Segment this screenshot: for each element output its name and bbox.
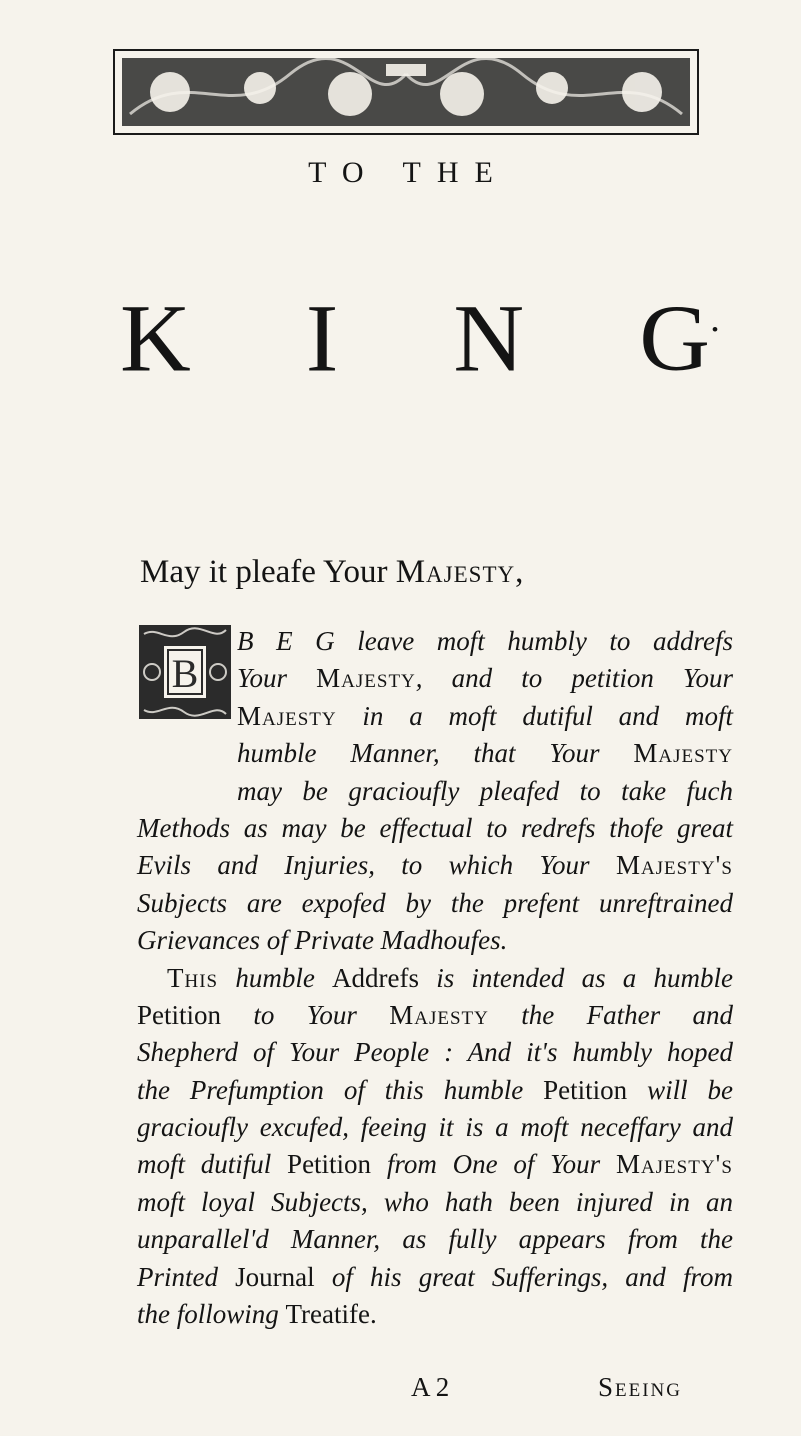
page-footer bbox=[0, 1372, 801, 1412]
text-line-11: Petition to Your Majesty the Father and bbox=[137, 999, 733, 1030]
text-line-13: the Prefumption of this humble Petition will be bbox=[137, 1074, 733, 1105]
text-line-7: Evils and Injuries, to which Your Majesty's bbox=[137, 850, 733, 881]
salutation: May it pleafe Your Majesty, bbox=[140, 554, 524, 590]
king-letter-n: N bbox=[453, 286, 525, 392]
text-line-16: moft loyal Subjects, who hath been injured in an bbox=[137, 1186, 733, 1217]
text-line-15: moft dutiful Petition from One of Your Majesty's bbox=[137, 1149, 733, 1180]
text-line-9: Grievances of Private Madhoufes. bbox=[137, 925, 508, 956]
decorative-headpiece-ornament bbox=[110, 44, 702, 140]
signature-mark: A 2 bbox=[411, 1372, 450, 1402]
king-letter-i: I bbox=[305, 286, 339, 392]
svg-text:B: B bbox=[171, 651, 199, 696]
text-line-14: gracioufly excufed, feeing it is a moft neceffary and bbox=[137, 1112, 733, 1143]
catchword: Seeing bbox=[598, 1372, 682, 1402]
text-line-10: This humble Addrefs is intended as a humble bbox=[167, 962, 733, 993]
text-line-5: may be gracioufly pleafed to take fuch bbox=[237, 775, 733, 806]
text-line-4: humble Manner, that Your Majesty bbox=[237, 738, 733, 769]
text-line-17: unparallel'd Manner, as fully appears from the bbox=[137, 1224, 733, 1255]
king-letter-g: G. bbox=[639, 287, 720, 391]
text-line-2: Your Majesty, and to petition Your bbox=[237, 663, 733, 694]
heading-to-the: TO THE bbox=[308, 156, 509, 189]
body-text bbox=[137, 623, 733, 1333]
text-line-3: Majesty in a moft dutiful and moft bbox=[237, 700, 733, 731]
text-line-8: Subjects are expofed by the prefent unreftrained bbox=[137, 887, 733, 918]
text-line-18: Printed Journal of his great Sufferings, and from bbox=[137, 1261, 733, 1292]
text-line-12: Shepherd of Your People : And it's humbly hoped bbox=[137, 1037, 733, 1068]
text-line-6: Methods as may be effectual to redrefs thofe great bbox=[137, 812, 733, 843]
heading-king bbox=[120, 286, 720, 392]
text-line-19: the following Treatife. bbox=[137, 1299, 377, 1330]
king-letter-k: K bbox=[120, 286, 191, 392]
text-line-1: B E G leave moft humbly to addrefs bbox=[237, 626, 733, 656]
